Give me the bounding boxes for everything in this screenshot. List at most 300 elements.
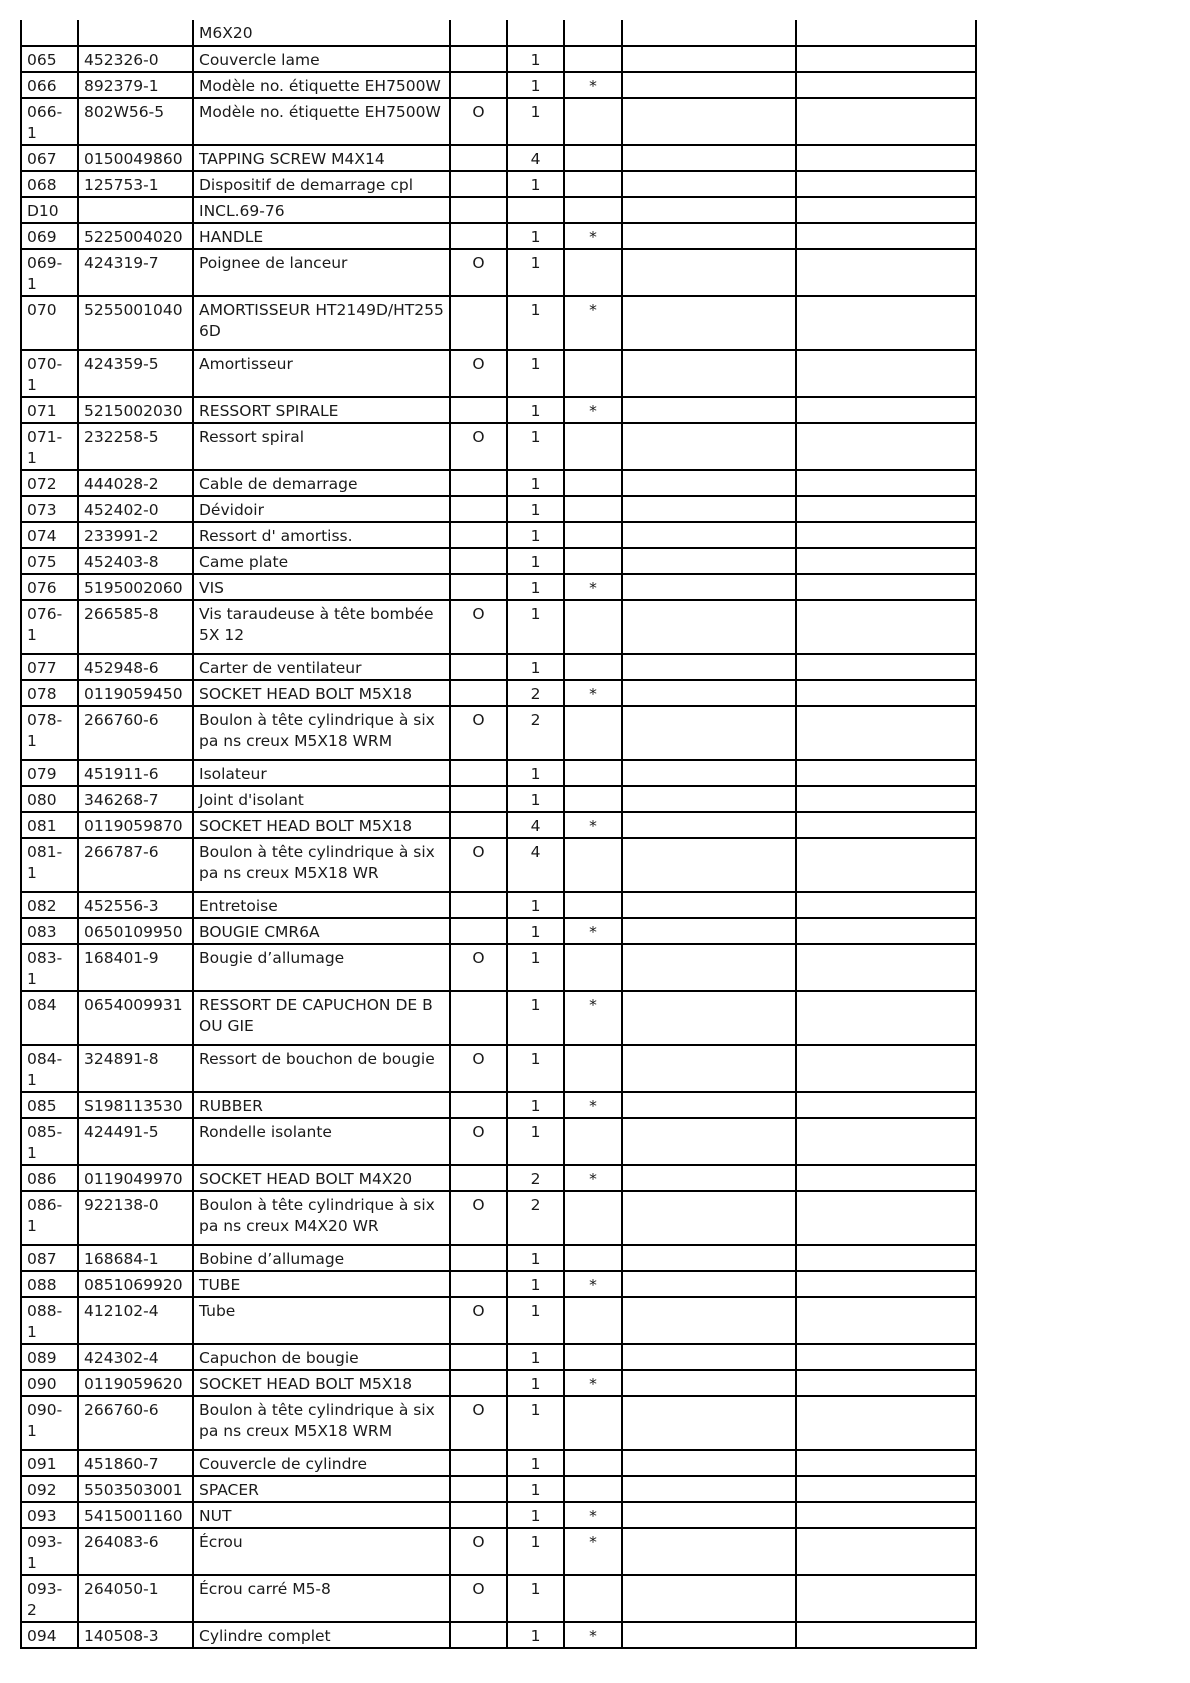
quantity-cell: 1	[507, 991, 564, 1045]
item-number-cell: 077	[21, 654, 78, 680]
item-number-cell: 090	[21, 1370, 78, 1396]
blank-cell	[796, 1476, 976, 1502]
quantity-cell: 2	[507, 1191, 564, 1245]
blank-cell	[622, 1575, 796, 1622]
note-mark-cell	[564, 145, 622, 171]
table-row	[21, 1271, 976, 1297]
item-number-cell: 086-1	[21, 1191, 78, 1245]
note-mark-cell: *	[564, 397, 622, 423]
note-mark-cell: *	[564, 991, 622, 1045]
table-row	[21, 1396, 976, 1450]
option-mark-cell	[450, 548, 507, 574]
option-mark-cell	[450, 397, 507, 423]
item-number-cell: 072	[21, 470, 78, 496]
table-row	[21, 1297, 976, 1344]
blank-cell	[622, 296, 796, 350]
note-mark-cell	[564, 470, 622, 496]
note-mark-cell	[564, 1344, 622, 1370]
note-mark-cell: *	[564, 680, 622, 706]
description-cell: Isolateur	[193, 760, 450, 786]
option-mark-cell	[450, 1271, 507, 1297]
description-cell: Tube	[193, 1297, 450, 1344]
blank-cell	[622, 171, 796, 197]
note-mark-cell	[564, 496, 622, 522]
note-mark-cell: *	[564, 1528, 622, 1575]
option-mark-cell	[450, 470, 507, 496]
description-cell: Couvercle de cylindre	[193, 1450, 450, 1476]
item-number-cell: 085-1	[21, 1118, 78, 1165]
item-number-cell: 069-1	[21, 249, 78, 296]
part-number-cell: 266585-8	[78, 600, 193, 654]
description-cell: Ressort de bouchon de bougie	[193, 1045, 450, 1092]
option-mark-cell	[450, 786, 507, 812]
quantity-cell: 1	[507, 223, 564, 249]
item-number-cell: 094	[21, 1622, 78, 1648]
item-number-cell: 080	[21, 786, 78, 812]
part-number-cell: S198113530	[78, 1092, 193, 1118]
blank-cell	[796, 1297, 976, 1344]
blank-cell	[622, 496, 796, 522]
table-row	[21, 423, 976, 470]
part-number-cell: 802W56-5	[78, 98, 193, 145]
part-number-cell: 125753-1	[78, 171, 193, 197]
table-row	[21, 1528, 976, 1575]
option-mark-cell: O	[450, 600, 507, 654]
item-number-cell: 084	[21, 991, 78, 1045]
item-number-cell: 070-1	[21, 350, 78, 397]
table-row	[21, 786, 976, 812]
item-number-cell: 090-1	[21, 1396, 78, 1450]
quantity-cell: 2	[507, 1165, 564, 1191]
option-mark-cell	[450, 223, 507, 249]
item-number-cell: 084-1	[21, 1045, 78, 1092]
option-mark-cell	[450, 20, 507, 46]
blank-cell	[796, 350, 976, 397]
blank-cell	[796, 1118, 976, 1165]
part-number-cell: 0119049970	[78, 1165, 193, 1191]
blank-cell	[622, 1165, 796, 1191]
description-cell: HANDLE	[193, 223, 450, 249]
quantity-cell: 1	[507, 72, 564, 98]
part-number-cell: 264083-6	[78, 1528, 193, 1575]
description-cell: VIS	[193, 574, 450, 600]
description-cell: SOCKET HEAD BOLT M5X18	[193, 812, 450, 838]
note-mark-cell	[564, 1476, 622, 1502]
part-number-cell: 424319-7	[78, 249, 193, 296]
part-number-cell: 0119059450	[78, 680, 193, 706]
table-row	[21, 397, 976, 423]
option-mark-cell: O	[450, 1118, 507, 1165]
blank-cell	[622, 145, 796, 171]
blank-cell	[796, 1370, 976, 1396]
table-row	[21, 1344, 976, 1370]
description-cell: Boulon à tête cylindrique à six pa ns creux M5X18 WR	[193, 838, 450, 892]
part-number-cell: 5225004020	[78, 223, 193, 249]
description-cell: TUBE	[193, 1271, 450, 1297]
parts-table-body	[21, 20, 976, 1648]
option-mark-cell	[450, 680, 507, 706]
part-number-cell: 451860-7	[78, 1450, 193, 1476]
item-number-cell: 089	[21, 1344, 78, 1370]
option-mark-cell	[450, 892, 507, 918]
quantity-cell: 1	[507, 786, 564, 812]
table-row	[21, 20, 976, 46]
quantity-cell: 1	[507, 1297, 564, 1344]
note-mark-cell	[564, 197, 622, 223]
quantity-cell: 1	[507, 1370, 564, 1396]
option-mark-cell	[450, 1370, 507, 1396]
description-cell: RESSORT SPIRALE	[193, 397, 450, 423]
blank-cell	[796, 496, 976, 522]
blank-cell	[622, 1245, 796, 1271]
item-number-cell: 073	[21, 496, 78, 522]
description-cell: Carter de ventilateur	[193, 654, 450, 680]
note-mark-cell	[564, 600, 622, 654]
note-mark-cell: *	[564, 812, 622, 838]
item-number-cell: 075	[21, 548, 78, 574]
note-mark-cell	[564, 1450, 622, 1476]
blank-cell	[796, 1165, 976, 1191]
blank-cell	[796, 171, 976, 197]
option-mark-cell	[450, 1165, 507, 1191]
quantity-cell: 4	[507, 838, 564, 892]
blank-cell	[622, 892, 796, 918]
part-number-cell: 452326-0	[78, 46, 193, 72]
note-mark-cell: *	[564, 1092, 622, 1118]
table-row	[21, 1045, 976, 1092]
table-row	[21, 72, 976, 98]
blank-cell	[622, 548, 796, 574]
option-mark-cell	[450, 1245, 507, 1271]
table-row	[21, 46, 976, 72]
blank-cell	[796, 1092, 976, 1118]
blank-cell	[796, 892, 976, 918]
blank-cell	[796, 1245, 976, 1271]
blank-cell	[796, 423, 976, 470]
table-row	[21, 600, 976, 654]
table-row	[21, 760, 976, 786]
part-number-cell	[78, 20, 193, 46]
table-row	[21, 706, 976, 760]
item-number-cell: 088	[21, 1271, 78, 1297]
blank-cell	[796, 548, 976, 574]
note-mark-cell	[564, 786, 622, 812]
quantity-cell: 1	[507, 1502, 564, 1528]
option-mark-cell	[450, 296, 507, 350]
blank-cell	[622, 1502, 796, 1528]
blank-cell	[796, 98, 976, 145]
option-mark-cell	[450, 46, 507, 72]
blank-cell	[622, 1528, 796, 1575]
table-row	[21, 1092, 976, 1118]
quantity-cell: 1	[507, 1450, 564, 1476]
blank-cell	[622, 1118, 796, 1165]
blank-cell	[622, 522, 796, 548]
description-cell: Écrou	[193, 1528, 450, 1575]
item-number-cell: 088-1	[21, 1297, 78, 1344]
blank-cell	[796, 1450, 976, 1476]
option-mark-cell: O	[450, 249, 507, 296]
blank-cell	[796, 72, 976, 98]
option-mark-cell	[450, 1344, 507, 1370]
blank-cell	[622, 838, 796, 892]
blank-cell	[622, 1344, 796, 1370]
description-cell: Modèle no. étiquette EH7500W	[193, 98, 450, 145]
blank-cell	[796, 1045, 976, 1092]
table-row	[21, 654, 976, 680]
description-cell: SOCKET HEAD BOLT M4X20	[193, 1165, 450, 1191]
option-mark-cell: O	[450, 1528, 507, 1575]
note-mark-cell: *	[564, 1502, 622, 1528]
part-number-cell: 5215002030	[78, 397, 193, 423]
item-number-cell: 087	[21, 1245, 78, 1271]
part-number-cell: 452403-8	[78, 548, 193, 574]
part-number-cell: 0119059620	[78, 1370, 193, 1396]
blank-cell	[622, 72, 796, 98]
blank-cell	[622, 1045, 796, 1092]
table-row	[21, 812, 976, 838]
quantity-cell: 1	[507, 600, 564, 654]
item-number-cell: 068	[21, 171, 78, 197]
description-cell: Bougie d’allumage	[193, 944, 450, 991]
quantity-cell	[507, 20, 564, 46]
item-number-cell: 085	[21, 1092, 78, 1118]
option-mark-cell	[450, 991, 507, 1045]
blank-cell	[796, 760, 976, 786]
option-mark-cell: O	[450, 944, 507, 991]
blank-cell	[622, 223, 796, 249]
quantity-cell: 1	[507, 654, 564, 680]
quantity-cell: 1	[507, 470, 564, 496]
option-mark-cell	[450, 654, 507, 680]
option-mark-cell	[450, 1450, 507, 1476]
description-cell: Joint d'isolant	[193, 786, 450, 812]
note-mark-cell: *	[564, 1622, 622, 1648]
blank-cell	[622, 423, 796, 470]
note-mark-cell	[564, 1245, 622, 1271]
option-mark-cell	[450, 197, 507, 223]
quantity-cell: 1	[507, 944, 564, 991]
blank-cell	[796, 470, 976, 496]
option-mark-cell	[450, 1476, 507, 1502]
blank-cell	[622, 1271, 796, 1297]
note-mark-cell	[564, 522, 622, 548]
blank-cell	[622, 991, 796, 1045]
quantity-cell: 1	[507, 1476, 564, 1502]
table-row	[21, 892, 976, 918]
blank-cell	[796, 1575, 976, 1622]
item-number-cell: 066-1	[21, 98, 78, 145]
description-cell: Ressort d' amortiss.	[193, 522, 450, 548]
part-number-cell: 0150049860	[78, 145, 193, 171]
table-row	[21, 350, 976, 397]
item-number-cell: 083	[21, 918, 78, 944]
table-row	[21, 1118, 976, 1165]
table-row	[21, 1502, 976, 1528]
option-mark-cell: O	[450, 1396, 507, 1450]
quantity-cell: 1	[507, 46, 564, 72]
description-cell: Bobine d’allumage	[193, 1245, 450, 1271]
quantity-cell: 1	[507, 1118, 564, 1165]
blank-cell	[796, 812, 976, 838]
option-mark-cell	[450, 760, 507, 786]
note-mark-cell: *	[564, 1370, 622, 1396]
option-mark-cell	[450, 72, 507, 98]
option-mark-cell: O	[450, 350, 507, 397]
description-cell: SOCKET HEAD BOLT M5X18	[193, 1370, 450, 1396]
item-number-cell	[21, 20, 78, 46]
blank-cell	[622, 20, 796, 46]
option-mark-cell: O	[450, 98, 507, 145]
description-cell: Cable de demarrage	[193, 470, 450, 496]
part-number-cell: 424359-5	[78, 350, 193, 397]
part-number-cell: 233991-2	[78, 522, 193, 548]
option-mark-cell	[450, 145, 507, 171]
description-cell: NUT	[193, 1502, 450, 1528]
blank-cell	[796, 397, 976, 423]
blank-cell	[622, 680, 796, 706]
quantity-cell: 1	[507, 496, 564, 522]
blank-cell	[796, 145, 976, 171]
table-row	[21, 496, 976, 522]
quantity-cell: 1	[507, 350, 564, 397]
part-number-cell: 5503503001	[78, 1476, 193, 1502]
table-row	[21, 296, 976, 350]
part-number-cell: 324891-8	[78, 1045, 193, 1092]
quantity-cell: 1	[507, 1575, 564, 1622]
blank-cell	[796, 574, 976, 600]
item-number-cell: 078	[21, 680, 78, 706]
blank-cell	[622, 1622, 796, 1648]
description-cell: INCL.69-76	[193, 197, 450, 223]
quantity-cell: 1	[507, 98, 564, 145]
description-cell: RESSORT DE CAPUCHON DE BOU GIE	[193, 991, 450, 1045]
table-row	[21, 680, 976, 706]
blank-cell	[796, 944, 976, 991]
blank-cell	[622, 600, 796, 654]
part-number-cell: 232258-5	[78, 423, 193, 470]
table-row	[21, 470, 976, 496]
note-mark-cell: *	[564, 1165, 622, 1191]
description-cell: Dispositif de demarrage cpl	[193, 171, 450, 197]
note-mark-cell	[564, 760, 622, 786]
blank-cell	[796, 296, 976, 350]
blank-cell	[796, 918, 976, 944]
blank-cell	[796, 1191, 976, 1245]
description-cell: Amortisseur	[193, 350, 450, 397]
table-row	[21, 1165, 976, 1191]
item-number-cell: 069	[21, 223, 78, 249]
quantity-cell: 1	[507, 918, 564, 944]
note-mark-cell	[564, 46, 622, 72]
table-row	[21, 197, 976, 223]
quantity-cell: 1	[507, 892, 564, 918]
blank-cell	[622, 654, 796, 680]
blank-cell	[622, 760, 796, 786]
table-row	[21, 249, 976, 296]
blank-cell	[622, 918, 796, 944]
note-mark-cell	[564, 423, 622, 470]
description-cell: Écrou carré M5-8	[193, 1575, 450, 1622]
quantity-cell: 2	[507, 680, 564, 706]
item-number-cell: 065	[21, 46, 78, 72]
item-number-cell: 083-1	[21, 944, 78, 991]
note-mark-cell	[564, 171, 622, 197]
quantity-cell: 1	[507, 574, 564, 600]
part-number-cell: 922138-0	[78, 1191, 193, 1245]
blank-cell	[622, 812, 796, 838]
blank-cell	[796, 522, 976, 548]
item-number-cell: 070	[21, 296, 78, 350]
blank-cell	[796, 46, 976, 72]
table-row	[21, 1191, 976, 1245]
blank-cell	[622, 1297, 796, 1344]
description-cell: Ressort spiral	[193, 423, 450, 470]
table-row	[21, 1370, 976, 1396]
blank-cell	[622, 98, 796, 145]
part-number-cell: 5415001160	[78, 1502, 193, 1528]
note-mark-cell	[564, 654, 622, 680]
quantity-cell: 1	[507, 548, 564, 574]
part-number-cell	[78, 197, 193, 223]
parts-table	[20, 20, 977, 1649]
item-number-cell: 071	[21, 397, 78, 423]
blank-cell	[796, 1528, 976, 1575]
note-mark-cell: *	[564, 574, 622, 600]
table-row	[21, 574, 976, 600]
part-number-cell: 444028-2	[78, 470, 193, 496]
part-number-cell: 452556-3	[78, 892, 193, 918]
blank-cell	[622, 1191, 796, 1245]
quantity-cell: 1	[507, 423, 564, 470]
item-number-cell: 076	[21, 574, 78, 600]
blank-cell	[622, 470, 796, 496]
item-number-cell: 074	[21, 522, 78, 548]
table-row	[21, 1622, 976, 1648]
note-mark-cell	[564, 838, 622, 892]
table-row	[21, 1245, 976, 1271]
quantity-cell: 1	[507, 1622, 564, 1648]
quantity-cell	[507, 197, 564, 223]
table-row	[21, 1476, 976, 1502]
note-mark-cell	[564, 98, 622, 145]
item-number-cell: 093-1	[21, 1528, 78, 1575]
item-number-cell: 086	[21, 1165, 78, 1191]
description-cell: RUBBER	[193, 1092, 450, 1118]
item-number-cell: 076-1	[21, 600, 78, 654]
note-mark-cell	[564, 892, 622, 918]
option-mark-cell: O	[450, 1297, 507, 1344]
option-mark-cell	[450, 522, 507, 548]
parts-list-page	[20, 20, 977, 1649]
item-number-cell: 082	[21, 892, 78, 918]
part-number-cell: 0119059870	[78, 812, 193, 838]
option-mark-cell	[450, 812, 507, 838]
note-mark-cell	[564, 1045, 622, 1092]
option-mark-cell: O	[450, 1575, 507, 1622]
item-number-cell: 078-1	[21, 706, 78, 760]
quantity-cell: 1	[507, 522, 564, 548]
option-mark-cell: O	[450, 1191, 507, 1245]
quantity-cell: 1	[507, 1245, 564, 1271]
description-cell: Came plate	[193, 548, 450, 574]
blank-cell	[796, 654, 976, 680]
part-number-cell: 264050-1	[78, 1575, 193, 1622]
quantity-cell: 4	[507, 145, 564, 171]
table-row	[21, 171, 976, 197]
blank-cell	[796, 706, 976, 760]
blank-cell	[622, 46, 796, 72]
